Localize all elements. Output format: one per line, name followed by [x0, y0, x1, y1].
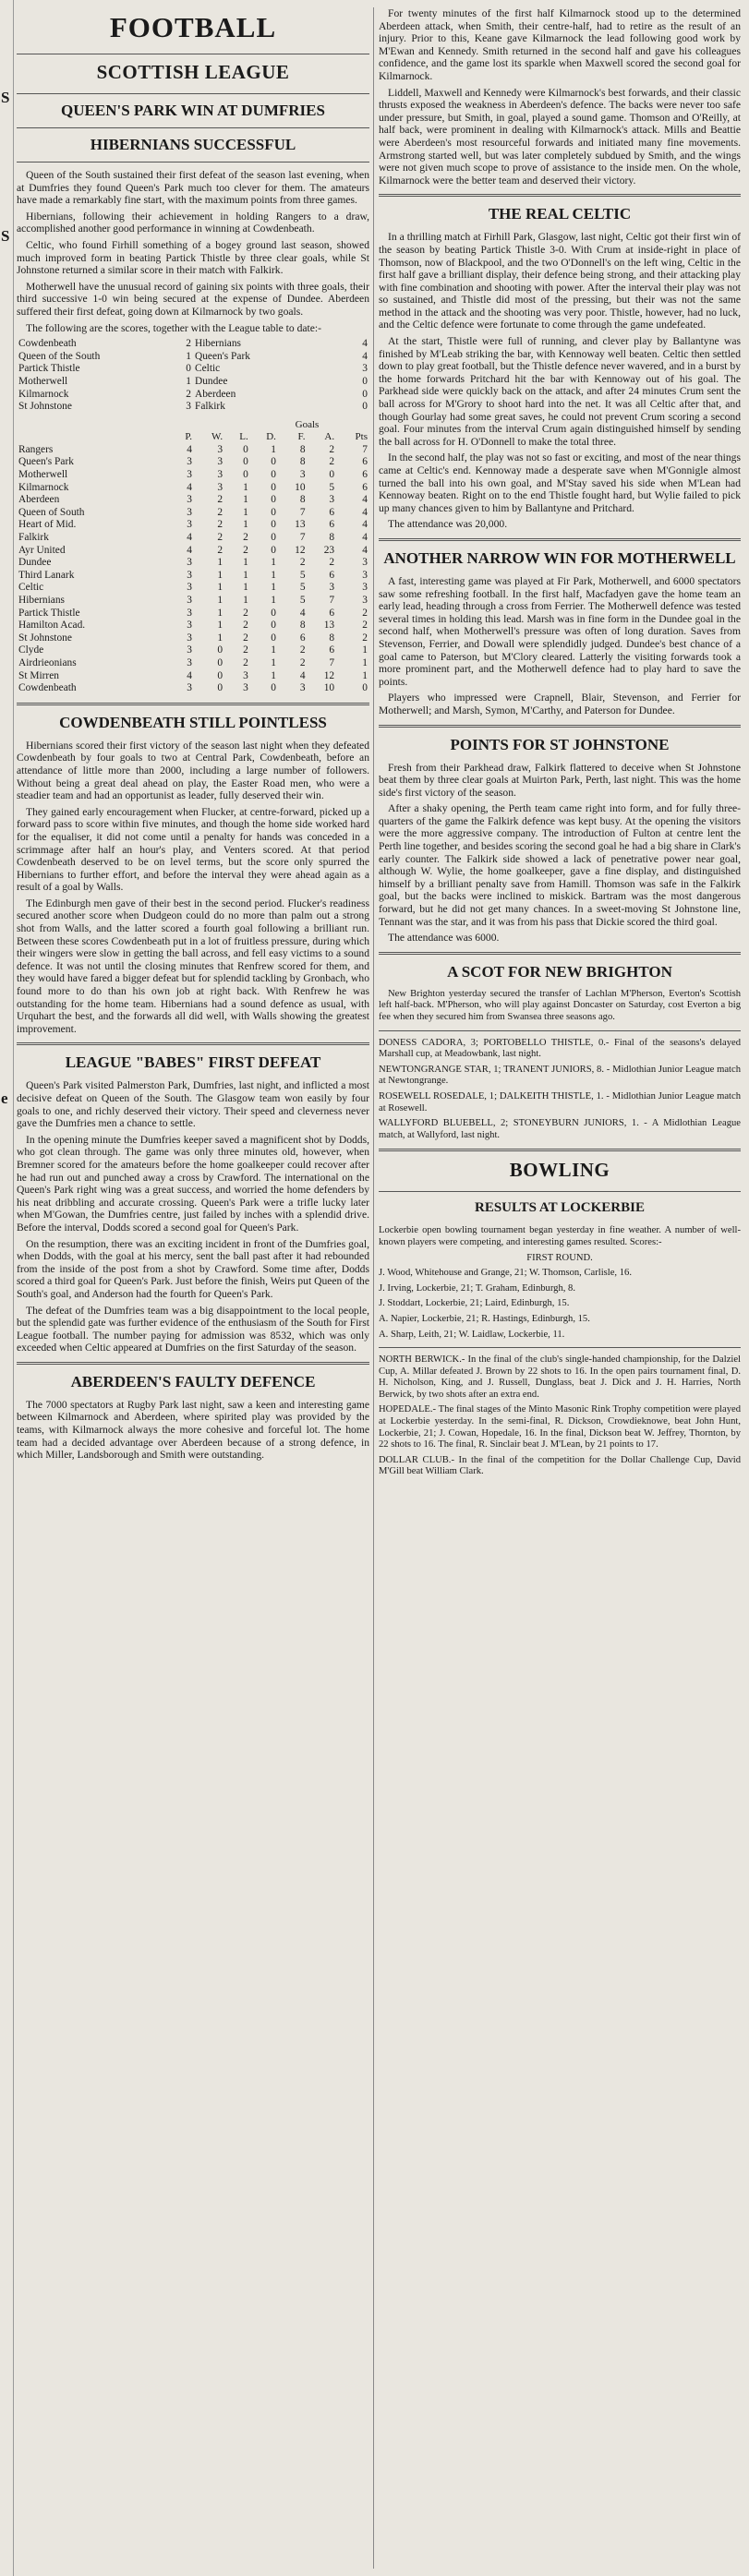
goals-label: Goals — [295, 418, 320, 430]
section-heading-bowling: BOWLING — [509, 1159, 610, 1182]
paragraph: The defeat of the Dumfries team was a big disappointment to the local people, but the splendid gate was further evidence of the enthusiasm of the South for First League football. The number paying for admission was 8532, which was only exceeded when Celtic appeared at Dumfries on the first Saturday of the season. — [17, 1304, 369, 1354]
league-row: Kilmarnock 4 3 1 0 10 5 6 — [18, 481, 368, 493]
attendance: The attendance was 20,000. — [388, 518, 508, 531]
rule — [379, 1149, 741, 1151]
edge-letter: e — [1, 1089, 8, 1107]
paragraph: HOPEDALE.- The final stages of the Minto Masonic Rink Trophy competition were played at Lockerbie yesterday. In the semi-final, R. Dickson, Crowdieknowe, beat John Hunt, Lockerbie, 21; J. Cowan, Hopedale, 16. In the final, Dickson beat W. Jeffrey, Thornton, by 22 shots to 16. The final, R. Sinclair beat J. M'Lean, by 21 points to 17. — [379, 1404, 741, 1451]
rule — [17, 127, 369, 128]
heading-scottish-league: SCOTTISH LEAGUE — [96, 61, 290, 83]
league-row: Heart of Mid. 3 2 1 0 13 6 4 — [18, 519, 368, 531]
result-line: WALLYFORD BLUEBELL, 2; STONEYBURN JUNIORS, 1. - A Midlothian League match, at Wallyford, last night. — [379, 1118, 741, 1140]
league-row: Rangers 4 3 0 1 8 2 7 — [18, 443, 368, 455]
paragraph: A fast, interesting game was played at Fir Park, Motherwell, and 6000 spectators saw some refreshing football. In the first half, Macfadyen gave the home team an early lead, heading through a cross from Ferrier. The Motherwell defence was tested several times in holding this lead. Marsh was in fine form in the Dundee goal in the second half, when Motherwell's pressure was often of long duration. Saves from Stevenson, Ferrier, and Dowall were splendidly judged. Dundee's best chance of a goal came to Paterson, but M'Clory cleared. Latterly the visiting forwards took a more prominent part, and the Motherwell defence had to play hard to save the points. — [379, 574, 741, 688]
score-row: Partick Thistle 0 Celtic 3 — [18, 363, 368, 375]
paragraph: Players who impressed were Crapnell, Blair, Stevenson, and Ferrier for Motherwell; and Marsh, Symon, M'Carthy, and Paterson for Dundee. — [379, 692, 741, 716]
league-row: St Johnstone 3 1 2 0 6 8 2 — [18, 632, 368, 644]
heading-new-brighton: A SCOT FOR NEW BRIGHTON — [447, 962, 672, 981]
heading-lockerbie: RESULTS AT LOCKERBIE — [475, 1200, 645, 1216]
result-line: A. Sharp, Leith, 21; W. Laidlaw, Lockerbie, 11. — [379, 1329, 565, 1340]
rule — [379, 952, 741, 955]
paragraph: NORTH BERWICK.- In the final of the club's single-handed championship, for the Dalziel Cup, A. Millar defeated J. Brown by 22 shots to 16. In the open pairs tournament final, D. H. Nicholson, King, and J. Russell, Dunglass, beat J. Dick and J. H. Harries, North Berwick, by two shots after an extra end. — [379, 1354, 741, 1400]
paragraph: DOLLAR CLUB.- In the final of the competition for the Dollar Challenge Cup, David M'Gill beat William Clark. — [379, 1454, 741, 1477]
league-row: Partick Thistle 3 1 2 0 4 6 2 — [18, 607, 368, 619]
rule — [379, 538, 741, 541]
attendance: The attendance was 6000. — [388, 932, 500, 945]
rule — [379, 1347, 741, 1348]
rule — [379, 194, 741, 197]
paragraph: At the start, Thistle were full of running, and clever play by Ballantyne was finished by M'Leab striking the bar, with Kennoway well beaten. Celtic then settled down to play great football, but the Thistle defence never wavered, and in a burst by the home forwards Pritchard hit the bar with Kennoway out of his goal. The Parkhead side were quickly back on the attack, and after 24 minutes Crum sent the ball across for M'Grory to shoot hard into the net. It was all Celtic after that, and though Gourlay had some great saves, he could not prevent Crum scoring a second goal. Four minutes from the interval Crum again distinguished himself by sending the ball across for H. O'Donnell to make the total three. — [379, 335, 741, 448]
left-page-edge — [0, 0, 14, 2576]
league-row: Dundee 3 1 1 1 2 2 3 — [18, 557, 368, 569]
heading-hibernians-successful: HIBERNIANS SUCCESSFUL — [90, 136, 296, 153]
league-table — [17, 419, 369, 695]
league-row: Cowdenbeath 3 0 3 0 3 10 0 — [18, 682, 368, 694]
league-row: Aberdeen 3 2 1 0 8 3 4 — [18, 494, 368, 506]
paragraph: The following are the scores, together with the League table to date:- — [26, 321, 321, 334]
score-row: Queen of the South 1 Queen's Park 4 — [18, 350, 368, 362]
heading-cowdenbeath: COWDENBEATH STILL POINTLESS — [59, 713, 327, 731]
paragraph: In a thrilling match at Firhill Park, Glasgow, last night, Celtic got their first win of the season by beating Partick Thistle 3-0. With Crum at inside-right in place of Thomson, now of Blackpool, and the two O'Donnell's on the left wing, Celtic in the first half gave a brilliant display, their defence being strong, and their attacking play with fine combination and shooting with power. After the interval their play was not so sustained, and Thistle did most of the pressing, but their was not the same method in the attack and the shooting was very poor. Thistle, however, had no luck, and the Celtic defence were fortunate to come through the game undefeated. — [379, 231, 741, 331]
score-row: Cowdenbeath 2 Hibernians 4 — [18, 338, 368, 350]
scores-table — [17, 338, 369, 414]
paragraph: After a shaky opening, the Perth team came right into form, and for fully three-quarters of the game the Falkirk defence was kept busy. At the opening the visitors were the more aggressive company. The introduction of Fulton at centre lent the Perth line together, and besides scoring the second goal he had a big share in Clark's early counter. The Falkirk side showed a lack of penetrative power near goal, although W. Wylie, the home goalkeeper, gave a fine display, and distinguished himself by a brilliant penalty save from Hamill. Thomson was safe in the Falkirk goal, but the backs were inclined to miskick. Bartram was the most dangerous forward, but he did not get many chances. In a sweet-moving St Johnstone line, Tennant was the star, and it was from his pass that Dickie scored the third goal. — [379, 802, 741, 928]
rule — [17, 1042, 369, 1045]
league-row: Falkirk 4 2 2 0 7 8 4 — [18, 532, 368, 544]
league-row: Clyde 3 0 2 1 2 6 1 — [18, 644, 368, 656]
rule — [17, 1362, 369, 1365]
score-row: Motherwell 1 Dundee 0 — [18, 375, 368, 387]
rule — [17, 703, 369, 705]
result-line: ROSEWELL ROSEDALE, 1; DALKEITH THISTLE, 1. - Midlothian Junior League match at Rosewell. — [379, 1090, 741, 1113]
league-row: Queen's Park 3 3 0 0 8 2 6 — [18, 456, 368, 468]
result-line: J. Wood, Whitehouse and Grange, 21; W. Thomson, Carlisle, 16. — [379, 1268, 632, 1279]
edge-letter: S — [1, 227, 10, 245]
paragraph: In the second half, the play was not so fast or exciting, and most of the near things came at Celtic's end. Kennoway made a desperate save when M'Gonnigle almost turned the ball into his own goal, and M'Stay saved his side when M'Lean had Kennoway beaten. Right on to the end Thistle fought hard, but Wylie failed to pick up many chances given to him by Ballantyne and Pritchard. — [379, 451, 741, 514]
column-right — [379, 7, 741, 2569]
junior-results — [379, 1038, 741, 1142]
heading-league-babes: LEAGUE "BABES" FIRST DEFEAT — [65, 1053, 321, 1072]
paragraph: In the opening minute the Dumfries keeper saved a magnificent shot by Dodds, who got clean through. The game was only three minutes old, however, when Bremner scored for the amateurs before the home goalkeeper could recover after he had run out and punched away a cross by Crawford. The international on the Queen's Park right wing was a great success, and worried the home defenders by his neat dribbling and accurate crossing. Queen's Park were a trifle lucky later when M'Gowan, the Dumfries centre, just failed by inches with a splendid drive. Before the interval, Dodds scored a second goal for Queen's Park. — [17, 1133, 369, 1234]
league-header-row: P. W. L. D. F. A. Pts — [185, 431, 368, 443]
league-row: Celtic 3 1 1 1 5 3 3 — [18, 582, 368, 594]
section-heading-football: FOOTBALL — [109, 11, 277, 43]
paragraph: Queen of the South sustained their first defeat of the season last evening, when at Dumfries they found Queen's Park much too clever for them. The amateurs have made a remarkably fine start, with the maximum points from three games. — [17, 169, 369, 207]
rule — [379, 1030, 741, 1031]
heading-queens-park-win: QUEEN'S PARK WIN AT DUMFRIES — [61, 102, 325, 119]
league-row: Third Lanark 3 1 1 1 5 6 3 — [18, 569, 368, 581]
score-row: Kilmarnock 2 Aberdeen 0 — [18, 388, 368, 400]
paragraph: Celtic, who found Firhill something of a bogey ground last season, showed much improved form in beating Partick Thistle by three clear goals, while St Johnstone returned a similar score in their match with Falkirk. — [17, 238, 369, 277]
result-line: J. Stoddart, Lockerbie, 21; Laird, Edinburgh, 15. — [379, 1298, 570, 1309]
paragraph: The Edinburgh men gave of their best in the second period. Flucker's readiness secured another score when Dudgeon could do no more than palm out a strong shot from Walls, and the latter scored a fourth goal following a brilliant run. Between these scores Cowdenbeath put in a lot of fruitless pressure, during which their wingers were slow in getting the ball across, and fell easy victims to a sound defence. It was not until the closing minutes that Renfrew scored for them, and they would have fared a bigger defeat but for splendid tackling by Gronbach, who found more to do than his own job at right back. With Renfrew he was outstanding for the home team. Hibernians had a sound defence as usual, with Urquhart the best, and the forwards all did well, with Walls showing the greatest improvement. — [17, 897, 369, 1035]
paragraph: Queen's Park visited Palmerston Park, Dumfries, last night, and inflicted a most decisive defeat on Queen of the South. The Glasgow team won easily by four goals to one, and richly deserved their victory. Their speed and cleverness never gave the Dumfries men a chance to settle. — [17, 1079, 369, 1130]
bowling-results — [379, 1225, 741, 1478]
paragraph: Liddell, Maxwell and Kennedy were Kilmarnock's best forwards, and their classic thrusts exposed the weakness in Aberdeen's defence. The backs were never too safe under pressure, but Smith, in goal, played a sound game. Thomson and O'Reilly, at half back, were prominent in dealing with Kilmarnock's attack. Mills and Beattie were Aberdeen's most resourceful forwards and initiated many fine movements. Armstrong started well, but was later completely subdued by Smith, and the wings were not given much scope to prove of assistance to the inside men. On the whole, Kilmarnock were the better team and deserved their victory. — [379, 86, 741, 187]
heading-motherwell: ANOTHER NARROW WIN FOR MOTHERWELL — [383, 548, 736, 567]
league-row: Hibernians 3 1 1 1 5 7 3 — [18, 595, 368, 606]
rule — [379, 725, 741, 728]
heading-st-johnstone: POINTS FOR ST JOHNSTONE — [450, 735, 670, 753]
edge-letter: S — [1, 89, 10, 106]
rule — [17, 162, 369, 163]
result-line: A. Napier, Lockerbie, 21; R. Hastings, Edinburgh, 15. — [379, 1313, 590, 1324]
paragraph: They gained early encouragement when Flucker, at centre-forward, picked up a forward pass to score within five minutes, and though the home side worked hard for the equaliser, it did not come until a penalty for hands was conceded in a scrimmage after half an hour's play, and Venters scored. At that period Cowdenbeath deserved to be on level terms, but the score only spurred the Hibernians to further effort, and before the interval they were ahead again as a result of a goal by Walls. — [17, 805, 369, 894]
round-heading: FIRST ROUND. — [526, 1252, 593, 1263]
paragraph: Lockerbie open bowling tournament began yesterday in fine weather. A number of well-known players were competing, and interesting games resulted. Scores:- — [379, 1225, 741, 1247]
score-row: St Johnstone 3 Falkirk 0 — [18, 401, 368, 413]
league-row: St Mirren 4 0 3 1 4 12 1 — [18, 669, 368, 681]
paragraph: Hibernians, following their achievement in holding Rangers to a draw, accomplished another good performance in winning at Cowdenbeath. — [17, 210, 369, 235]
league-row: Ayr United 4 2 2 0 12 23 4 — [18, 544, 368, 556]
result-line: J. Irving, Lockerbie, 21; T. Graham, Edinburgh, 8. — [379, 1282, 576, 1294]
paragraph: For twenty minutes of the first half Kilmarnock stood up to the determined Aberdeen attack, when Smith, their centre-half, had to retire as the result of an injury. Prior to this, Keane gave Kilmarnock the lead following good work by M'Ewan and Kennedy. Smith returned in the second half and gave his colleagues confidence, and the game lost its sparkle when Maxwell scored the second goal for Kilmarnock. — [379, 7, 741, 82]
league-body — [17, 444, 369, 695]
result-line: DONESS CADORA, 3; PORTOBELLO THISTLE, 0.- Final of the seasons's delayed Marshall cup, at Meadowbank, last night. — [379, 1037, 741, 1060]
league-row: Airdrieonians 3 0 2 1 2 7 1 — [18, 656, 368, 668]
paragraph: On the resumption, there was an exciting incident in front of the Dumfries goal, when Dodds, with the goal at his mercy, sent the ball past after it had rebounded from the inside of the post from a shot by Crawford. Some time after, Dodds scored a third goal for Queen's Park. Just before the finish, Weirs put Queen of the South's goal, and Anderson had the fourth for Queen's Park. — [17, 1237, 369, 1300]
intro-article — [17, 169, 369, 334]
league-row: Motherwell 3 3 0 0 3 0 6 — [18, 469, 368, 481]
result-line: NEWTONGRANGE STAR, 1; TRANENT JUNIORS, 8. - Midlothian Junior League match at Newtongrange. — [379, 1064, 741, 1087]
paragraph: New Brighton yesterday secured the transfer of Lachlan M'Pherson, Everton's Scottish left half-back. M'Pherson, who will play against Doncaster on Saturday, cost Everton a big fee when they secured him from Swansea three seasons ago. — [379, 988, 741, 1022]
column-left — [17, 7, 369, 2569]
heading-aberdeen-defence: ABERDEEN'S FAULTY DEFENCE — [70, 1372, 316, 1390]
paragraph: Fresh from their Parkhead draw, Falkirk flattered to deceive when St Johnstone beat them by three clear goals at Muirton Park, Perth, last night. This was the home side's first victory of the season. — [379, 761, 741, 799]
league-row: Queen of South 3 2 1 0 7 6 4 — [18, 506, 368, 518]
column-divider — [373, 7, 374, 2569]
rule — [379, 1191, 741, 1192]
league-row: Hamilton Acad. 3 1 2 0 8 13 2 — [18, 620, 368, 632]
paragraph: The 7000 spectators at Rugby Park last night, saw a keen and interesting game between Kilmarnock and Aberdeen, where spirited play was provided by the teams, with Kilmarnock always the more cohesive and forceful lot. The home team had a decided advantage over Aberdeen because of a strong defence, in which Miller, Landsborough and Smith were outstanding. — [17, 1398, 369, 1462]
paragraph: Motherwell have the unusual record of gaining six points with three goals, their third successive 1-0 win being secured at the expense of Dundee. Aberdeen suffered their first defeat, going down at Kilmarnock by two goals. — [17, 280, 369, 318]
paragraph: Hibernians scored their first victory of the season last night when they defeated Cowdenbeath by four goals to two at Central Park, Cowdenbeath, before an attendance of little more than 2000, including a large number of followers. Without being a great deal ahead on play, the Easter Road men, who were a steadier team and had an opportunist as leader, fully deserved their win. — [17, 739, 369, 802]
rule — [17, 93, 369, 94]
heading-real-celtic: THE REAL CELTIC — [488, 205, 632, 223]
